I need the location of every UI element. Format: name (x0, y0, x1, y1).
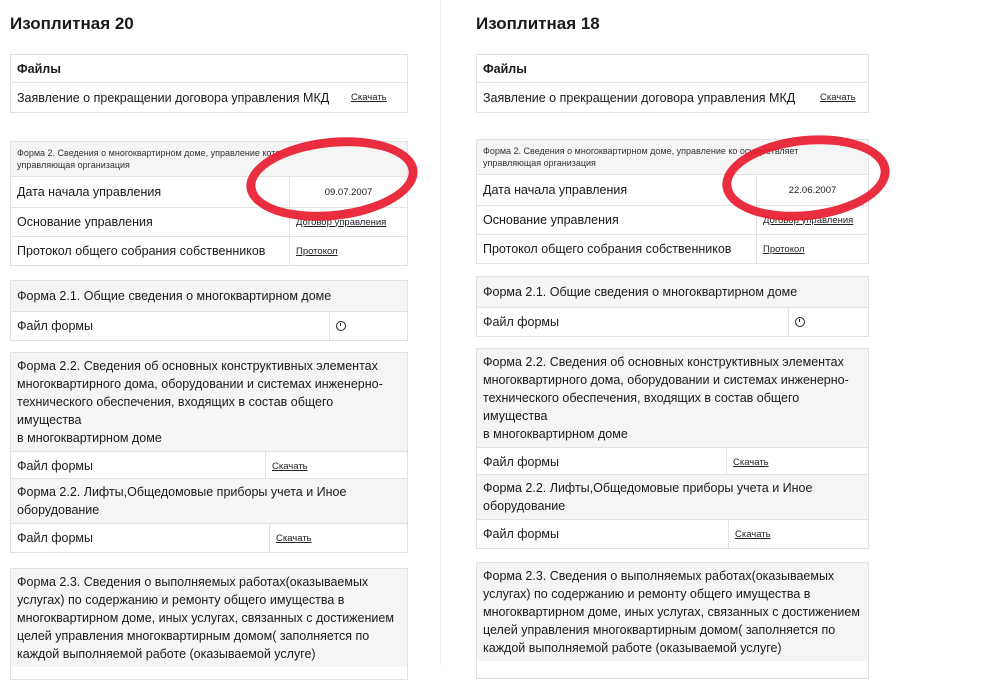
form2-header-text: Форма 2. Сведения о многоквартирном доме, управление кото (17, 148, 281, 158)
form21-card (476, 276, 869, 337)
form23-header (477, 563, 868, 661)
statement-label: Заявление о прекращении договора управления МКД (17, 90, 330, 105)
form23-header-l4: целей управления многоквартирным домом( заполняется по (483, 623, 836, 637)
form22a-file-label: Файл формы (483, 455, 559, 469)
form22a-header-l3: технического обеспечения, входящих в состав общего имущества (483, 391, 800, 423)
files-card (10, 54, 408, 113)
form22a-header (477, 349, 868, 447)
statement-download-link[interactable]: Скачать (820, 92, 856, 103)
form21-header: Форма 2.1. Общие сведения о многоквартирном доме (11, 281, 407, 311)
clock-icon (336, 321, 346, 331)
form21-header: Форма 2.1. Общие сведения о многоквартирном доме (477, 277, 868, 307)
files-card (476, 54, 869, 113)
form23-card (476, 562, 869, 679)
form2-header-text: Форма 2. Сведения о многоквартирном доме, управление ко (483, 146, 738, 156)
protocol-link[interactable]: Протокол (296, 245, 338, 257)
form22b-download-link[interactable]: Скачать (276, 532, 312, 544)
form22a-header-l3: технического обеспечения, входящих в состав общего имущества (17, 395, 334, 427)
column-divider (440, 0, 441, 665)
form22a-header-l1: Форма 2.2. Сведения об основных конструктивных элементах (17, 359, 378, 373)
protocol-label: Протокол общего собрания собственников (17, 244, 266, 258)
protocol-label: Протокол общего собрания собственников (483, 242, 732, 256)
form22b-download-link[interactable]: Скачать (735, 528, 771, 540)
form2-card (10, 141, 408, 266)
form22b-header-l2: оборудование (17, 503, 100, 517)
basis-link[interactable]: Договор управления (763, 214, 854, 226)
files-header: Файлы (17, 61, 61, 76)
form21-card (10, 280, 408, 341)
form2-header-line2: управляющая организация (483, 158, 596, 168)
start-date-label: Дата начала управления (17, 185, 162, 199)
form22a-header (11, 353, 407, 451)
statement-download-link[interactable]: Скачать (351, 92, 387, 103)
basis-link[interactable]: Договор управления (296, 216, 387, 228)
form21-file-label: Файл формы (483, 315, 559, 329)
start-date-value: 22.06.2007 (756, 175, 868, 205)
form22b-card (10, 478, 408, 553)
form22b-header (477, 475, 868, 519)
start-date-value: 09.07.2007 (289, 177, 407, 207)
house-title: Изоплитная 20 (10, 14, 134, 33)
form22a-header-l1: Форма 2.2. Сведения об основных конструктивных элементах (483, 355, 844, 369)
form22b-header (11, 479, 407, 523)
form22b-file-label: Файл формы (483, 527, 559, 541)
form22a-card (476, 348, 869, 477)
form22a-download-link[interactable]: Скачать (733, 456, 769, 468)
form22a-header-l2: многоквартирного дома, оборудовании и системах инженерно- (483, 373, 849, 387)
protocol-link[interactable]: Протокол (763, 243, 805, 255)
form22b-header-l1: Форма 2.2. Лифты,Общедомовые приборы учета и Иное (483, 481, 813, 495)
statement-label: Заявление о прекращении договора управления МКД (483, 90, 796, 105)
form2-header (477, 140, 868, 174)
form2-header-line2: управляющая организация (17, 160, 130, 170)
basis-label: Основание управления (17, 215, 153, 229)
form21-file-label: Файл формы (17, 319, 93, 333)
form23-card (10, 568, 408, 680)
form22a-header-l4: в многоквартирном доме (483, 427, 628, 441)
form22b-header-l2: оборудование (483, 499, 566, 513)
files-header: Файлы (483, 61, 527, 76)
form2-card (476, 139, 869, 264)
form2-header (11, 142, 407, 176)
house-title: Изоплитная 18 (476, 14, 600, 33)
clock-icon (795, 317, 805, 327)
form22a-card (10, 352, 408, 481)
form22b-card (476, 474, 869, 549)
form22b-file-label: Файл формы (17, 531, 93, 545)
form23-header-l2: услугах) по содержанию и ремонту общего имущества в (17, 593, 345, 607)
start-date-label: Дата начала управления (483, 183, 628, 197)
form22a-header-l4: в многоквартирном доме (17, 431, 162, 445)
form23-header-l4: целей управления многоквартирным домом( заполняется по (17, 629, 370, 643)
form23-header-l3: многоквартирном доме, иных услугах, связанных с достижением (483, 605, 860, 619)
form22b-header-l1: Форма 2.2. Лифты,Общедомовые приборы учета и Иное (17, 485, 347, 499)
form23-header-l5: каждой выполняемой работе (оказываемой услуге) (17, 647, 316, 661)
form23-header-l5: каждой выполняемой работе (оказываемой услуге) (483, 641, 782, 655)
form22a-header-l2: многоквартирного дома, оборудовании и системах инженерно- (17, 377, 383, 391)
form2-header-tail: осуществляет (739, 146, 799, 156)
form23-header-l2: услугах) по содержанию и ремонту общего имущества в (483, 587, 811, 601)
form23-header-l3: многоквартирном доме, иных услугах, связанных с достижением (17, 611, 394, 625)
form22a-file-label: Файл формы (17, 459, 93, 473)
form23-header-l1: Форма 2.3. Сведения о выполняемых работах(оказываемых (483, 569, 835, 583)
form22a-download-link[interactable]: Скачать (272, 460, 308, 472)
basis-label: Основание управления (483, 213, 619, 227)
form23-header (11, 569, 407, 667)
form23-header-l1: Форма 2.3. Сведения о выполняемых работах(оказываемых (17, 575, 369, 589)
